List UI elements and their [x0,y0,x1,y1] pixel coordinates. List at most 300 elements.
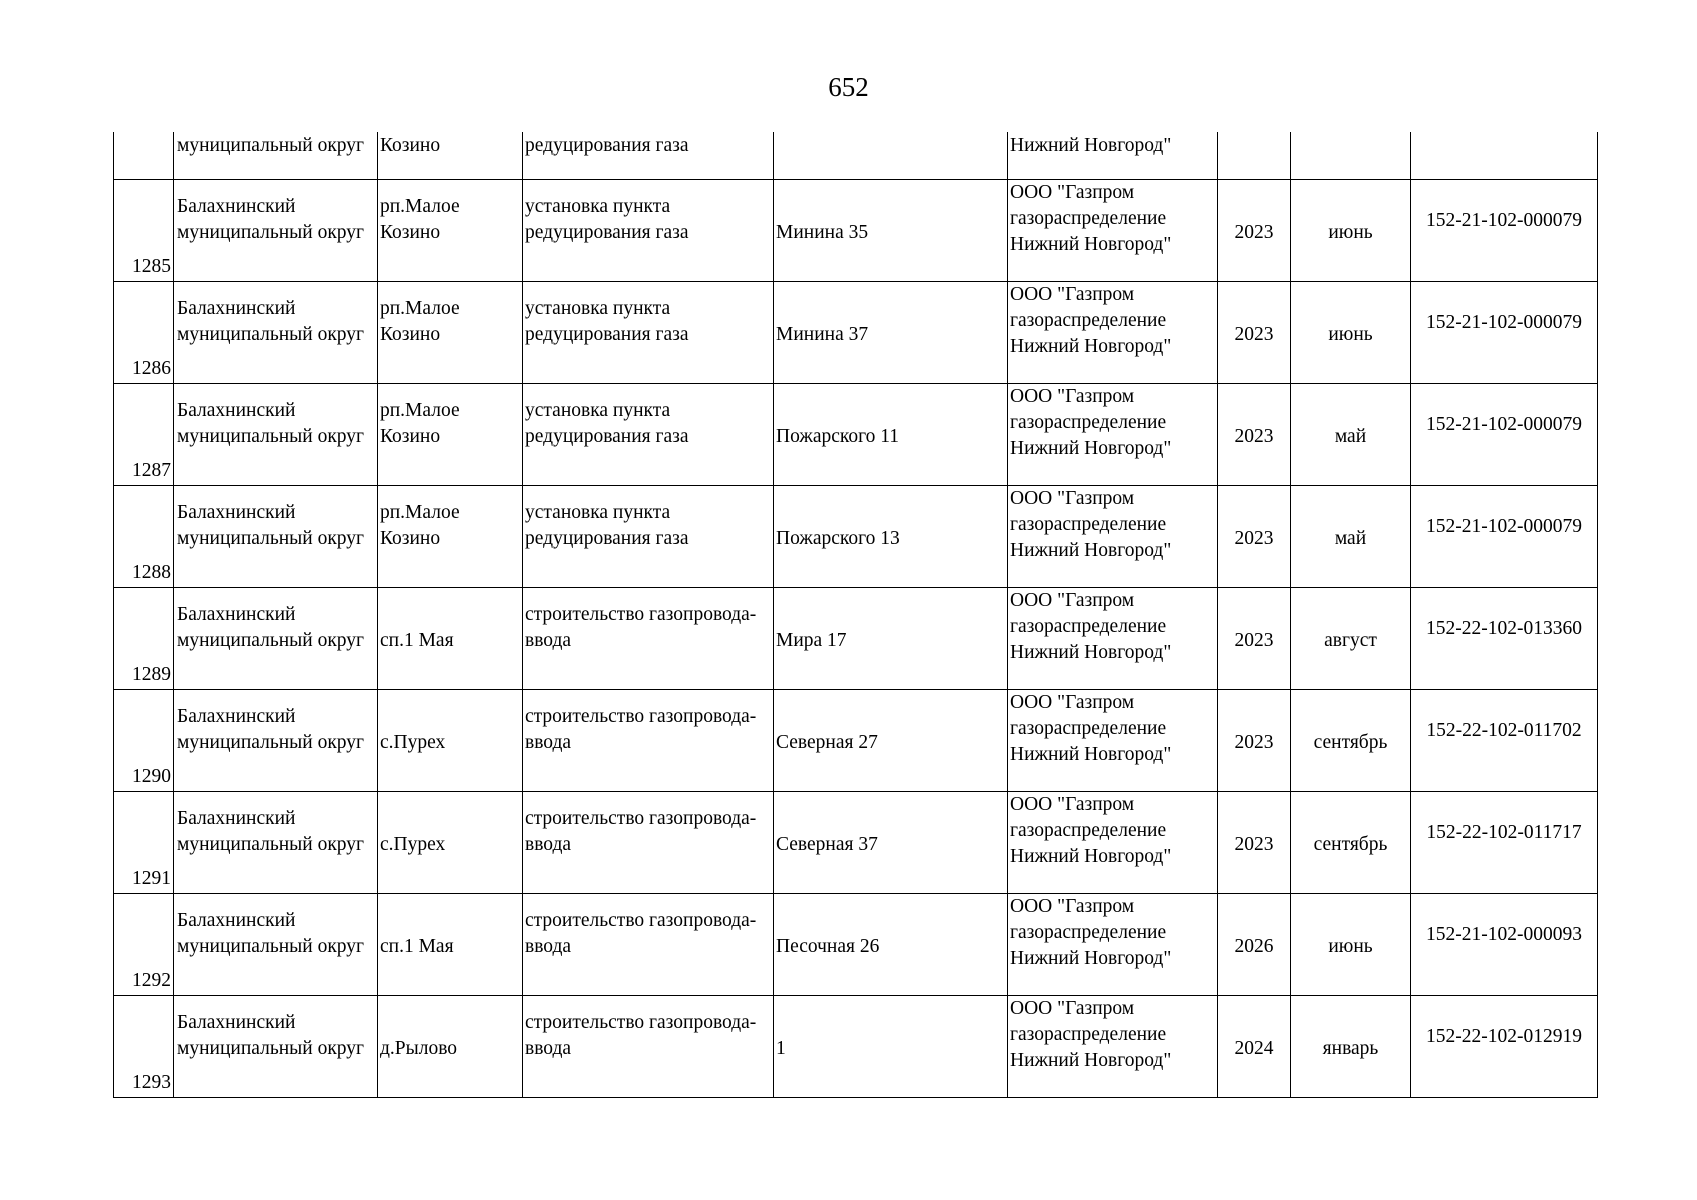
cell-district [174,996,378,1098]
cell-code [1411,132,1598,180]
cell-work-text [525,588,771,689]
cell-work [523,588,774,690]
cell-work-text [525,486,771,587]
month-value: май [1334,426,1367,447]
cell-month-text [1293,588,1408,689]
cell-address [774,996,1008,1098]
year-value: 2026 [1234,936,1274,957]
cell-year [1218,996,1291,1098]
code-value: 152-21-102-000079 [1426,516,1582,537]
cell-organization [1008,282,1218,384]
cell-month-text [1293,486,1408,587]
organization-line: Нижний Новгород" [1010,948,1172,969]
row-number-wrap [116,384,171,485]
cell-district-line: муниципальный округ [177,732,365,753]
table-row [114,588,1598,690]
cell-work-line: ввода [525,1038,572,1059]
cell-work-line: редуцирования газа [525,528,689,549]
cell-organization: Нижний Новгород" [1008,132,1218,180]
cell-district-lines [177,180,375,246]
cell-year-text [1220,894,1288,995]
cell-organization-text [1010,180,1215,281]
cell-work-lines [525,282,771,348]
code-value: 152-21-102-000079 [1426,312,1582,333]
cell-code [1411,180,1598,282]
cell-settlement-text [380,792,520,893]
cell-address-text [776,588,1005,689]
cell-settlement [378,792,523,894]
cell-month-text [1293,282,1408,383]
cell-district: муниципальный округ [174,132,378,180]
table-row [114,384,1598,486]
cell-work-lines [525,588,771,654]
code-value: 152-21-102-000079 [1426,414,1582,435]
cell-month [1291,690,1411,792]
year-value: 2023 [1234,324,1274,345]
cell-address [774,690,1008,792]
cell-code-text [1413,792,1595,893]
cell-district-line: муниципальный округ [177,1038,365,1059]
cell-district [174,792,378,894]
cell-month-text [1293,792,1408,893]
cell-code [1411,588,1598,690]
cell-number [114,894,174,996]
cell-work-line: строительство газопровода- [525,706,757,727]
cell-month [1291,132,1411,180]
cell-year [1218,486,1291,588]
organization-line: газораспределение [1010,616,1167,637]
row-number: 1287 [132,460,171,481]
cell-number [114,690,174,792]
cell-work-line: редуцирования газа [525,222,689,243]
code-value: 152-22-102-011717 [1426,822,1582,843]
organization-line: газораспределение [1010,922,1167,943]
cell-month-text [1293,894,1408,995]
cell-number [114,486,174,588]
cell-settlement-line: с.Пурех [380,834,446,855]
year-value: 2023 [1234,528,1274,549]
cell-settlement-lines [380,588,520,654]
year-value: 2023 [1234,834,1274,855]
cell-work [523,180,774,282]
cell-settlement [378,894,523,996]
cell-district [174,384,378,486]
cell-address [774,282,1008,384]
cell-code [1411,282,1598,384]
cell-settlement-line [380,806,520,832]
address-value: Песочная 26 [776,936,880,957]
cell-address [774,132,1008,180]
cell-work [523,384,774,486]
cell-number [114,996,174,1098]
cell-year-text [1220,588,1288,689]
month-value: май [1334,528,1367,549]
cell-year [1218,132,1291,180]
cell-month [1291,792,1411,894]
cell-number [114,180,174,282]
cell-district-text [176,384,375,485]
organization-line: газораспределение [1010,820,1167,841]
cell-month [1291,588,1411,690]
organization-line: газораспределение [1010,412,1167,433]
cell-address [774,792,1008,894]
cell-year-text [1220,996,1288,1097]
cell-code-text [1413,180,1595,281]
year-value: 2023 [1234,222,1274,243]
cell-organization-text [1010,282,1215,383]
month-value: январь [1322,1038,1379,1059]
cell-settlement-text [380,486,520,587]
organization-line: газораспределение [1010,208,1167,229]
cell-settlement-line: Козино [380,324,441,345]
organization-line: ООО "Газпром [1010,998,1135,1019]
cell-work-line: ввода [525,630,572,651]
cell-code-text [1413,588,1595,689]
cell-district-text [176,486,375,587]
code-value: 152-21-102-000093 [1426,924,1582,945]
cell-organization [1008,996,1218,1098]
code-value: 152-22-102-013360 [1426,618,1582,639]
cell-work-lines [525,690,771,756]
cell-organization [1008,894,1218,996]
cell-settlement-lines [380,180,520,246]
address-value: Минина 37 [776,324,869,345]
organization-line: Нижний Новгород" [1010,438,1172,459]
cell-district-text [176,180,375,281]
cell-district-line: Балахнинский [177,706,296,727]
organization-line: Нижний Новгород" [1010,540,1172,561]
cell-number [114,588,174,690]
cell-organization-text [1010,588,1215,689]
cell-address-text [776,282,1005,383]
cell-code [1411,894,1598,996]
address-value: Пожарского 11 [776,426,900,447]
cell-code-text [1413,690,1595,791]
table-row [114,486,1598,588]
cell-address-text [776,486,1005,587]
cell-address [774,588,1008,690]
organization-line: ООО "Газпром [1010,692,1135,713]
organization-line: ООО "Газпром [1010,182,1135,203]
cell-month [1291,486,1411,588]
cell-organization-text [1010,384,1215,485]
cell-district-lines [177,894,375,960]
address-value: Минина 35 [776,222,869,243]
cell-address [774,486,1008,588]
cell-district-line: муниципальный округ [177,936,365,957]
cell-settlement-lines [380,792,520,858]
cell-district-text [176,690,375,791]
cell-settlement [378,384,523,486]
row-number-wrap [116,180,171,281]
code-value: 152-22-102-012919 [1426,1026,1582,1047]
month-value: июнь [1328,936,1373,957]
cell-district-lines [177,996,375,1062]
cell-address [774,384,1008,486]
cell-work-line: ввода [525,936,572,957]
cell-address-text [776,792,1005,893]
cell-code [1411,384,1598,486]
row-number: 1286 [132,358,171,379]
cell-work-line: ввода [525,834,572,855]
page-number: 652 [828,72,869,102]
cell-district-line: Балахнинский [177,808,296,829]
cell-work-line: строительство газопровода- [525,910,757,931]
organization-line: Нижний Новгород" [1010,744,1172,765]
cell-code-text [1413,894,1595,995]
cell-settlement-lines [380,282,520,348]
code-value: 152-22-102-011702 [1426,720,1582,741]
cell-work: редуцирования газа [523,132,774,180]
cell-settlement-text [380,384,520,485]
organization-line: газораспределение [1010,718,1167,739]
cell-work-text [525,282,771,383]
cell-address [774,180,1008,282]
table-row [114,996,1598,1098]
row-number-wrap [116,486,171,587]
cell-address-text [776,690,1005,791]
cell-address-text [776,384,1005,485]
row-number-wrap [116,588,171,689]
cell-settlement-line [380,704,520,730]
cell-district-lines [177,690,375,756]
row-number: 1291 [132,868,171,889]
cell-organization-text [1010,486,1215,587]
cell-settlement-line: Козино [380,528,441,549]
cell-settlement [378,588,523,690]
cell-settlement-lines [380,996,520,1062]
cell-address-text [776,180,1005,281]
month-value: август [1324,630,1377,651]
cell-settlement-line: рп.Малое [380,196,460,217]
year-value: 2023 [1234,426,1274,447]
cell-settlement [378,282,523,384]
cell-settlement-lines [380,384,520,450]
organization-line: ООО "Газпром [1010,590,1135,611]
cell-district-line: муниципальный округ [177,426,365,447]
organization-line: Нижний Новгород" [1010,846,1172,867]
cell-organization [1008,588,1218,690]
cell-district-line: Балахнинский [177,1012,296,1033]
cell-district [174,894,378,996]
cell-district-text [176,996,375,1097]
table-row [114,282,1598,384]
cell-district [174,282,378,384]
cell-work-text [525,792,771,893]
cell-settlement [378,180,523,282]
month-value: сентябрь [1313,834,1388,855]
cell-year [1218,180,1291,282]
cell-work-lines [525,486,771,552]
address-value: Пожарского 13 [776,528,900,549]
cell-district-line: Балахнинский [177,196,296,217]
year-value: 2023 [1234,732,1274,753]
year-value: 2024 [1234,1038,1274,1059]
row-number: 1289 [132,664,171,685]
cell-settlement-lines [380,690,520,756]
cell-month [1291,282,1411,384]
cell-settlement-line: рп.Малое [380,400,460,421]
cell-number [114,384,174,486]
cell-work-line: установка пункта [525,400,671,421]
cell-district-line: муниципальный округ [177,222,365,243]
cell-code [1411,486,1598,588]
cell-organization [1008,690,1218,792]
cell-district [174,690,378,792]
cell-work-line: редуцирования газа [525,426,689,447]
cell-code-text [1413,282,1595,383]
cell-month-text [1293,384,1408,485]
cell-district-lines [177,282,375,348]
cell-district-lines [177,792,375,858]
cell-work-text [525,180,771,281]
cell-year [1218,690,1291,792]
cell-code-text [1413,486,1595,587]
cell-district-line: Балахнинский [177,298,296,319]
cell-settlement-text [380,690,520,791]
cell-work [523,894,774,996]
cell-work-line: строительство газопровода- [525,808,757,829]
cell-month [1291,180,1411,282]
cell-month [1291,384,1411,486]
cell-month [1291,996,1411,1098]
cell-settlement-line: рп.Малое [380,298,460,319]
cell-code-text [1413,996,1595,1097]
cell-district-lines [177,384,375,450]
cell-year-text [1220,792,1288,893]
cell-organization [1008,180,1218,282]
cell-district-line: муниципальный округ [177,834,365,855]
cell-work [523,486,774,588]
organization-line: газораспределение [1010,1024,1167,1045]
cell-address [774,894,1008,996]
cell-number [114,792,174,894]
code-value: 152-21-102-000079 [1426,210,1582,231]
cell-work-text [525,384,771,485]
cell-district-line: Балахнинский [177,604,296,625]
cell-work-text [525,894,771,995]
cell-settlement-line [380,602,520,628]
organization-line: ООО "Газпром [1010,488,1135,509]
organization-line: газораспределение [1010,310,1167,331]
cell-code-text [1413,384,1595,485]
row-number: 1292 [132,970,171,991]
cell-organization-text [1010,894,1215,995]
cell-settlement-line: сп.1 Мая [380,936,454,957]
cell-settlement-line: с.Пурех [380,732,446,753]
row-number-wrap [116,690,171,791]
row-number-wrap [116,792,171,893]
row-number: 1290 [132,766,171,787]
month-value: июнь [1328,222,1373,243]
month-value: сентябрь [1313,732,1388,753]
cell-organization-text [1010,996,1215,1097]
cell-year-text [1220,282,1288,383]
cell-year [1218,894,1291,996]
organization-line: ООО "Газпром [1010,284,1135,305]
cell-month-text [1293,180,1408,281]
organization-line: Нижний Новгород" [1010,234,1172,255]
cell-code [1411,792,1598,894]
cell-settlement-line: рп.Малое [380,502,460,523]
cell-month-text [1293,996,1408,1097]
cell-district-line: Балахнинский [177,502,296,523]
row-number-wrap [116,996,171,1097]
year-value: 2023 [1234,630,1274,651]
cell-settlement [378,690,523,792]
cell-settlement-text [380,894,520,995]
organization-line: Нижний Новгород" [1010,1050,1172,1071]
cell-settlement-line: Козино [380,222,441,243]
cell-work-lines [525,792,771,858]
cell-address-text [776,996,1005,1097]
cell-year [1218,792,1291,894]
address-value: Северная 37 [776,834,878,855]
cell-district-text [176,894,375,995]
row-number-wrap [116,282,171,383]
cell-address-text [776,894,1005,995]
cell-work-line: редуцирования газа [525,324,689,345]
cell-settlement-lines [380,894,520,960]
cell-work-lines [525,180,771,246]
cell-code [1411,996,1598,1098]
cell-settlement-line [380,908,520,934]
cell-district [174,588,378,690]
cell-settlement-line: д.Рылово [380,1038,458,1059]
cell-work-line: ввода [525,732,572,753]
table-row [114,894,1598,996]
cell-district-lines [177,486,375,552]
table-row [114,690,1598,792]
organization-line: Нижний Новгород" [1010,336,1172,357]
address-value: Северная 27 [776,732,878,753]
cell-work-line: установка пункта [525,196,671,217]
cell-organization [1008,384,1218,486]
cell-year [1218,384,1291,486]
cell-work [523,996,774,1098]
cell-work-line: установка пункта [525,298,671,319]
cell-district-text [176,792,375,893]
cell-year-text [1220,384,1288,485]
table-row [114,792,1598,894]
cell-number [114,132,174,180]
cell-work-line: установка пункта [525,502,671,523]
cell-settlement-text [380,588,520,689]
cell-settlement-line [380,1010,520,1036]
cell-organization [1008,486,1218,588]
cell-organization [1008,792,1218,894]
cell-number [114,282,174,384]
address-value: Мира 17 [776,630,847,651]
cell-district-line: Балахнинский [177,400,296,421]
cell-work [523,282,774,384]
cell-settlement [378,486,523,588]
organization-line: Нижний Новгород" [1010,642,1172,663]
cell-work-text [525,996,771,1097]
cell-year [1218,282,1291,384]
cell-settlement [378,996,523,1098]
cell-district-line: муниципальный округ [177,324,365,345]
organization-line: ООО "Газпром [1010,896,1135,917]
cell-work-lines [525,996,771,1062]
row-number: 1285 [132,256,171,277]
cell-month [1291,894,1411,996]
month-value: июнь [1328,324,1373,345]
cell-month-text [1293,690,1408,791]
cell-work-line: строительство газопровода- [525,1012,757,1033]
cell-settlement-text [380,180,520,281]
cell-district-line: Балахнинский [177,910,296,931]
